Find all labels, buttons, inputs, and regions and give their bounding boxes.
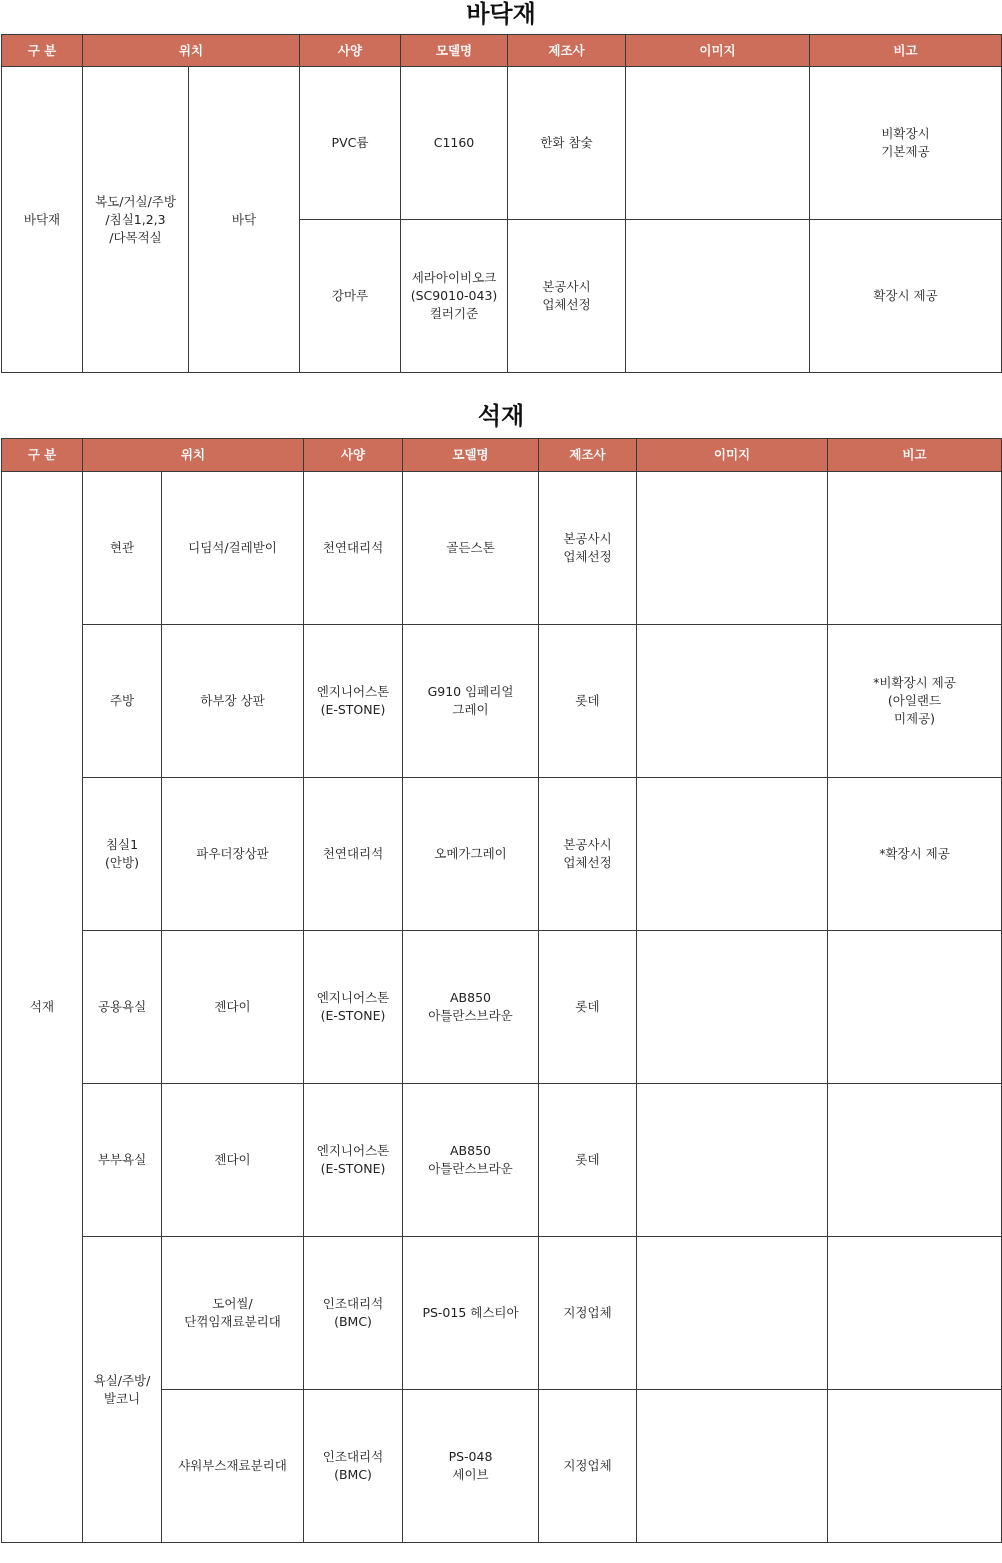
image-cell xyxy=(637,1237,828,1390)
stone-section-title: 석재 xyxy=(477,402,525,430)
table-row xyxy=(2,1084,1002,1237)
note-cell xyxy=(828,472,1002,625)
header-category: 구 분 xyxy=(2,439,83,472)
part-cell: 하부장 상판 xyxy=(162,625,304,778)
location-area-cell: 복도/거실/주방 /침실1,2,3 /다목적실 xyxy=(83,67,189,373)
header-image: 이미지 xyxy=(637,439,828,472)
image-cell xyxy=(626,67,810,220)
floor-table xyxy=(1,34,1002,373)
room-cell: 주방 xyxy=(83,625,162,778)
maker-cell: 한화 참숯 xyxy=(508,67,626,220)
spec-cell: 엔지니어스톤 (E-STONE) xyxy=(304,625,403,778)
image-cell xyxy=(637,625,828,778)
room-cell: 공용욕실 xyxy=(83,931,162,1084)
category-cell: 바닥재 xyxy=(2,67,83,373)
header-note: 비고 xyxy=(810,35,1002,67)
model-cell: AB850 아틀란스브라운 xyxy=(403,1084,539,1237)
header-category: 구 분 xyxy=(2,35,83,67)
maker-cell: 롯데 xyxy=(539,625,637,778)
maker-cell: 본공사시 업체선정 xyxy=(539,472,637,625)
maker-cell: 지정업체 xyxy=(539,1390,637,1543)
spec-cell: 엔지니어스톤 (E-STONE) xyxy=(304,1084,403,1237)
header-model: 모델명 xyxy=(401,35,508,67)
model-cell: 오메가그레이 xyxy=(403,778,539,931)
category-cell: 석재 xyxy=(2,472,83,1543)
image-cell xyxy=(637,778,828,931)
note-cell: *확장시 제공 xyxy=(828,778,1002,931)
part-cell: 젠다이 xyxy=(162,931,304,1084)
header-note: 비고 xyxy=(828,439,1002,472)
part-cell: 도어씰/ 단꺾임재료분리대 xyxy=(162,1237,304,1390)
room-cell: 부부욕실 xyxy=(83,1084,162,1237)
part-cell: 디딤석/걸레받이 xyxy=(162,472,304,625)
model-cell: 세라아이비오크 (SC9010-043) 컬러기준 xyxy=(401,220,508,373)
header-location: 위치 xyxy=(83,35,300,67)
header-image: 이미지 xyxy=(626,35,810,67)
spec-cell: 강마루 xyxy=(300,220,401,373)
table-row xyxy=(2,67,1002,220)
room-cell: 침실1 (안방) xyxy=(83,778,162,931)
room-cell: 욕실/주방/ 발코니 xyxy=(83,1237,162,1543)
model-cell: G910 임페리얼 그레이 xyxy=(403,625,539,778)
spec-cell: 인조대리석 (BMC) xyxy=(304,1237,403,1390)
part-cell: 파우더장상판 xyxy=(162,778,304,931)
room-cell: 현관 xyxy=(83,472,162,625)
spec-cell: PVC륨 xyxy=(300,67,401,220)
maker-cell: 지정업체 xyxy=(539,1237,637,1390)
spec-cell: 천연대리석 xyxy=(304,472,403,625)
model-cell: AB850 아틀란스브라운 xyxy=(403,931,539,1084)
part-cell: 샤워부스재료분리대 xyxy=(162,1390,304,1543)
table-row xyxy=(2,778,1002,931)
table-row xyxy=(2,931,1002,1084)
location-part-cell: 바닥 xyxy=(189,67,300,373)
maker-cell: 본공사시 업체선정 xyxy=(539,778,637,931)
note-cell: *비확장시 제공 (아일랜드 미제공) xyxy=(828,625,1002,778)
table-row xyxy=(2,1237,1002,1390)
model-cell: C1160 xyxy=(401,67,508,220)
table-row xyxy=(2,625,1002,778)
image-cell xyxy=(637,931,828,1084)
image-cell xyxy=(637,472,828,625)
maker-cell: 롯데 xyxy=(539,1084,637,1237)
header-location: 위치 xyxy=(83,439,304,472)
model-cell: PS-015 헤스티아 xyxy=(403,1237,539,1390)
header-maker: 제조사 xyxy=(508,35,626,67)
header-model: 모델명 xyxy=(403,439,539,472)
model-cell: 골든스톤 xyxy=(403,472,539,625)
spec-cell: 엔지니어스톤 (E-STONE) xyxy=(304,931,403,1084)
floor-header-row xyxy=(2,35,1002,67)
note-cell xyxy=(828,931,1002,1084)
header-maker: 제조사 xyxy=(539,439,637,472)
model-cell: PS-048 세이브 xyxy=(403,1390,539,1543)
note-cell: 비확장시 기본제공 xyxy=(810,67,1002,220)
floor-section-title: 바닥재 xyxy=(466,0,536,28)
spec-cell: 천연대리석 xyxy=(304,778,403,931)
image-cell xyxy=(637,1390,828,1543)
stone-table xyxy=(1,438,1002,1543)
part-cell: 젠다이 xyxy=(162,1084,304,1237)
stone-header-row xyxy=(2,439,1002,472)
header-spec: 사양 xyxy=(304,439,403,472)
maker-cell: 롯데 xyxy=(539,931,637,1084)
spec-cell: 인조대리석 (BMC) xyxy=(304,1390,403,1543)
maker-cell: 본공사시 업체선정 xyxy=(508,220,626,373)
header-spec: 사양 xyxy=(300,35,401,67)
table-row xyxy=(2,472,1002,625)
image-cell xyxy=(626,220,810,373)
image-cell xyxy=(637,1084,828,1237)
note-cell: 확장시 제공 xyxy=(810,220,1002,373)
note-cell xyxy=(828,1237,1002,1390)
note-cell xyxy=(828,1084,1002,1237)
note-cell xyxy=(828,1390,1002,1543)
